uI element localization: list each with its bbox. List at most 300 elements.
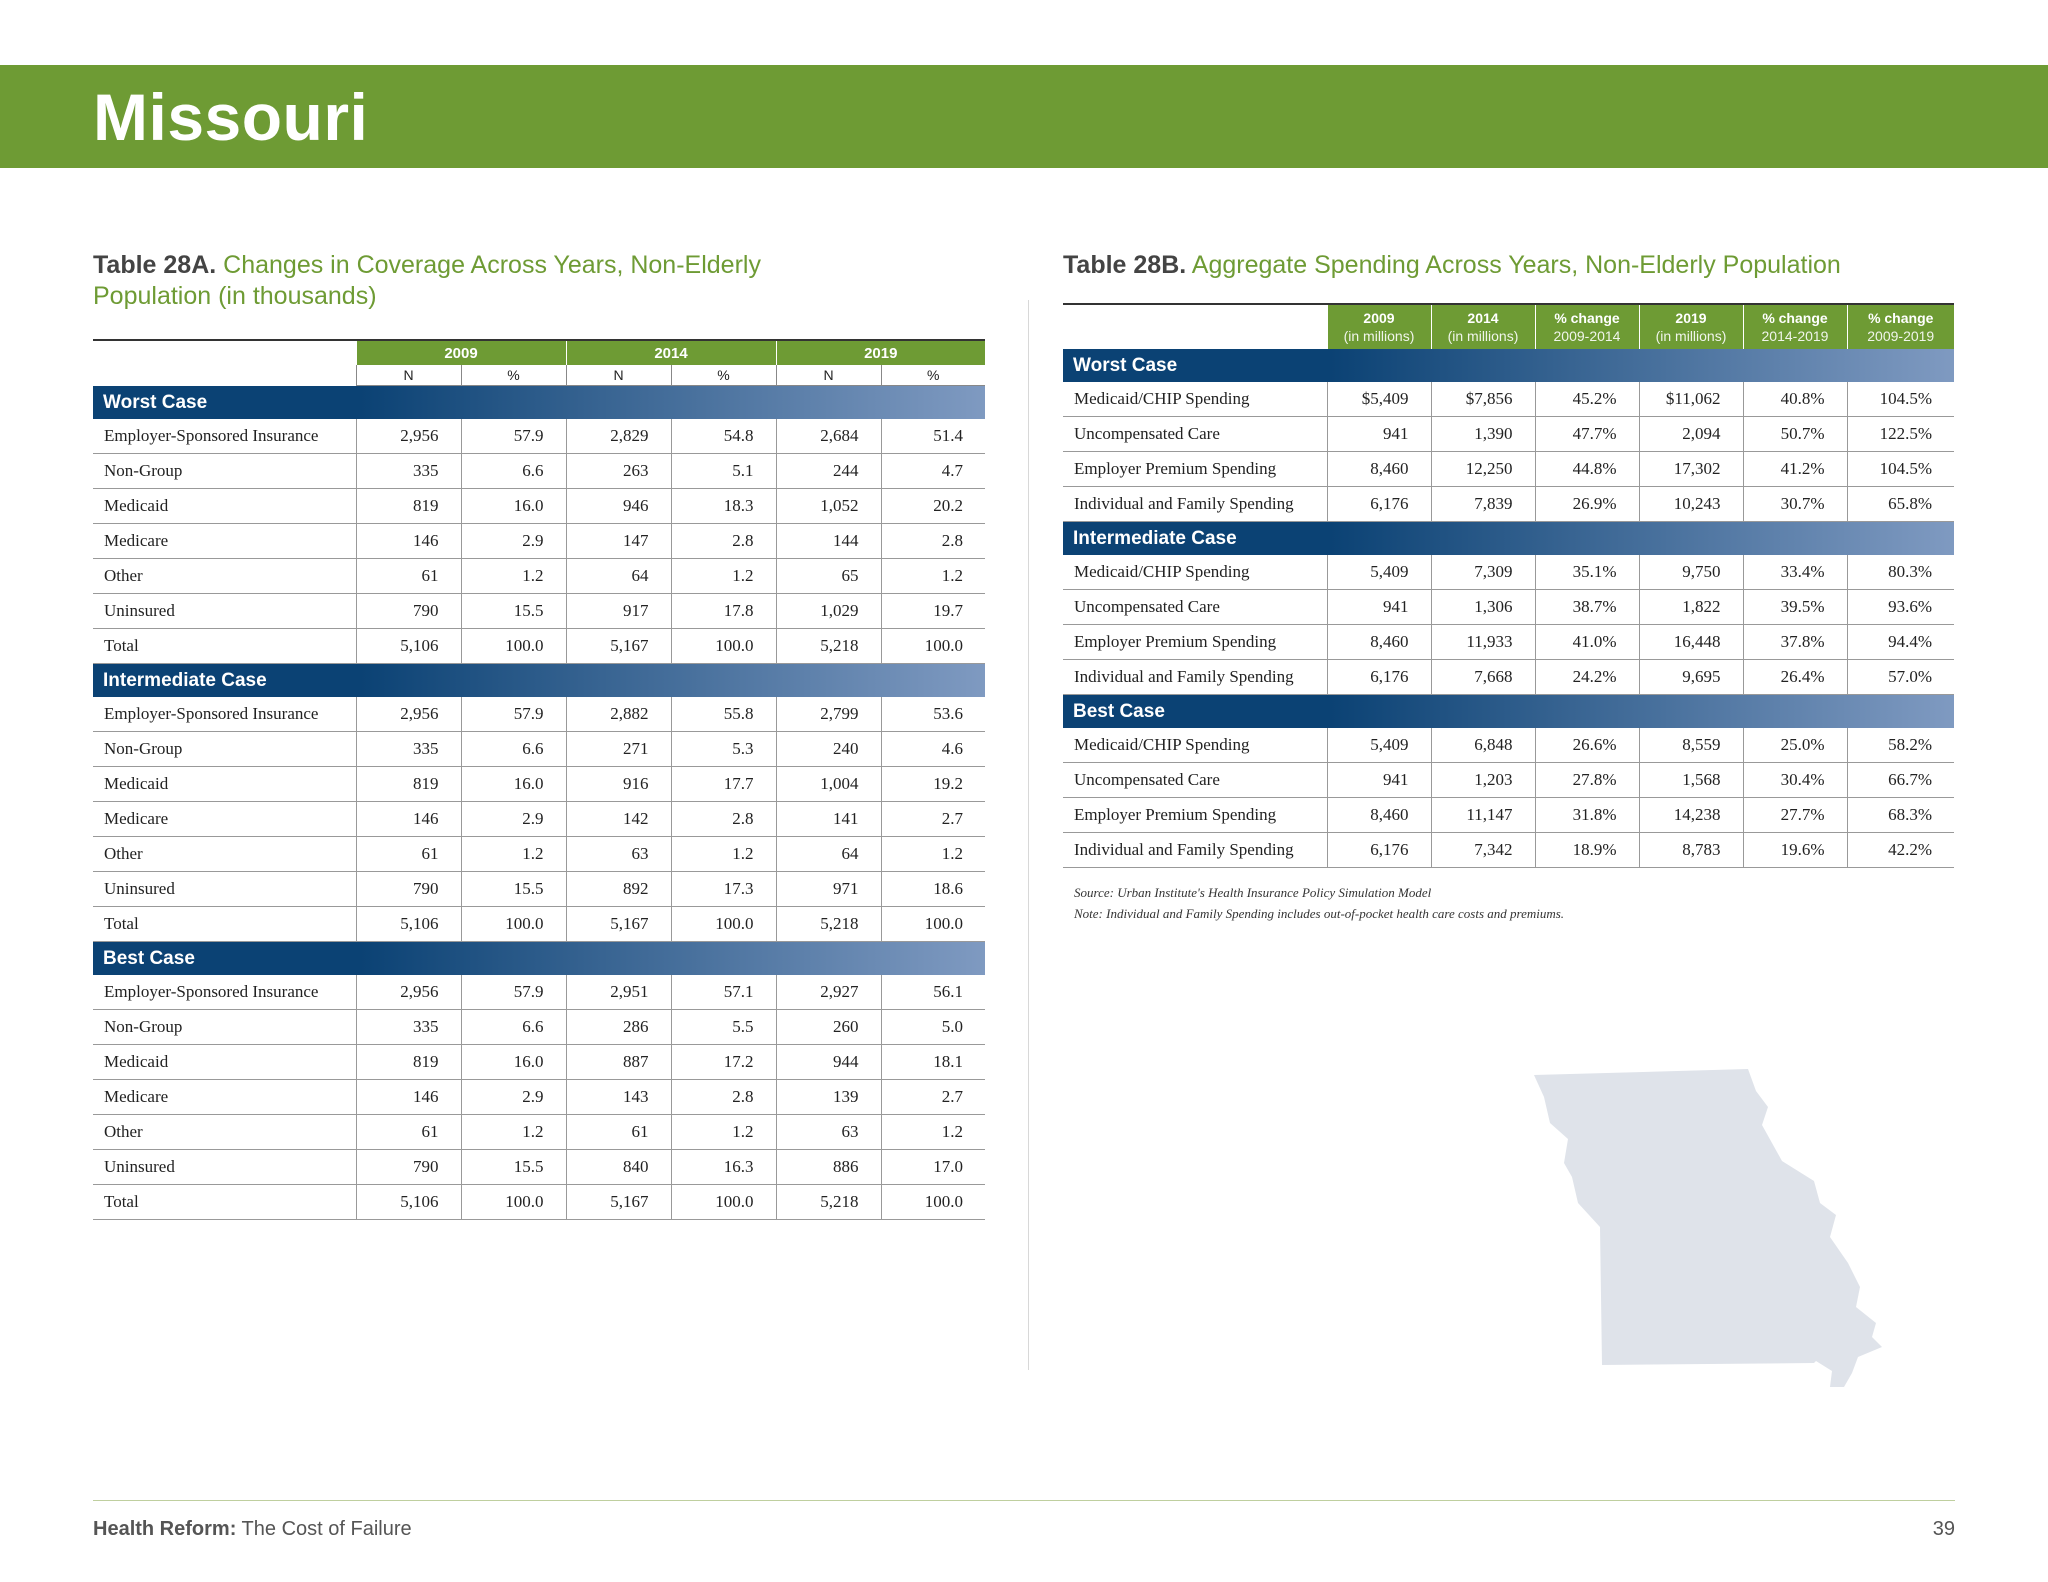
table-b-caption: Aggregate Spending Across Years, Non-Elderly Population xyxy=(1186,251,1841,279)
data-cell: 143 xyxy=(566,1080,671,1115)
table-row xyxy=(1063,660,1954,695)
row-label: Uninsured xyxy=(93,1150,356,1185)
data-cell: 40.8% xyxy=(1743,382,1847,417)
column-header-top: % change xyxy=(1762,310,1828,326)
data-cell: 5,409 xyxy=(1327,728,1431,763)
subheader-row xyxy=(93,365,985,386)
data-cell: 27.7% xyxy=(1743,798,1847,833)
data-cell: 61 xyxy=(356,559,461,594)
column-header-top: % change xyxy=(1868,310,1934,326)
column-header-bottom: 2009-2019 xyxy=(1867,328,1935,344)
data-cell: 100.0 xyxy=(671,907,776,942)
data-cell: 100.0 xyxy=(461,629,566,664)
table-row xyxy=(93,524,985,559)
data-cell: 53.6 xyxy=(881,697,985,732)
year-header-row xyxy=(93,341,985,365)
data-cell: 2,684 xyxy=(776,419,881,454)
data-cell: 5,218 xyxy=(776,629,881,664)
data-cell: 1,052 xyxy=(776,489,881,524)
data-cell: 6.6 xyxy=(461,1010,566,1045)
data-cell: 100.0 xyxy=(881,629,985,664)
subheader-cell: % xyxy=(461,365,566,386)
data-cell: 2,951 xyxy=(566,975,671,1010)
subheader-blank-cell xyxy=(93,365,356,386)
table-row xyxy=(93,489,985,524)
column-header xyxy=(1431,305,1535,349)
data-cell: 2.8 xyxy=(671,802,776,837)
data-cell: 5,409 xyxy=(1327,555,1431,590)
data-cell: 5,106 xyxy=(356,1185,461,1220)
row-label: Medicaid xyxy=(93,1045,356,1080)
table-row xyxy=(93,1150,985,1185)
subheader-cell: N xyxy=(776,365,881,386)
column-header-bottom: (in millions) xyxy=(1343,328,1415,344)
data-cell: 66.7% xyxy=(1847,763,1954,798)
row-label: Employer Premium Spending xyxy=(1063,625,1327,660)
data-cell: 6,176 xyxy=(1327,833,1431,868)
data-cell: 944 xyxy=(776,1045,881,1080)
table-row xyxy=(1063,590,1954,625)
data-cell: 886 xyxy=(776,1150,881,1185)
data-cell: 16.0 xyxy=(461,1045,566,1080)
row-label: Employer Premium Spending xyxy=(1063,798,1327,833)
table-row xyxy=(1063,382,1954,417)
data-cell: 790 xyxy=(356,594,461,629)
data-cell: 100.0 xyxy=(461,907,566,942)
year-header: 2009 xyxy=(356,341,566,365)
data-cell: 2.7 xyxy=(881,802,985,837)
data-cell: 35.1% xyxy=(1535,555,1639,590)
table-row xyxy=(93,732,985,767)
data-cell: 1.2 xyxy=(671,559,776,594)
row-label: Non-Group xyxy=(93,454,356,489)
data-cell: 941 xyxy=(1327,763,1431,798)
data-cell: 63 xyxy=(776,1115,881,1150)
data-cell: 1,306 xyxy=(1431,590,1535,625)
table-row xyxy=(93,872,985,907)
data-cell: 100.0 xyxy=(881,1185,985,1220)
table-row xyxy=(93,767,985,802)
data-cell: 55.8 xyxy=(671,697,776,732)
data-cell: 2.9 xyxy=(461,524,566,559)
data-cell: 18.6 xyxy=(881,872,985,907)
data-cell: 19.2 xyxy=(881,767,985,802)
header-blank-cell xyxy=(1063,305,1327,349)
row-label: Uninsured xyxy=(93,594,356,629)
data-cell: 5.3 xyxy=(671,732,776,767)
column-header xyxy=(1743,305,1847,349)
data-cell: 14,238 xyxy=(1639,798,1743,833)
data-cell: 17.0 xyxy=(881,1150,985,1185)
row-label: Employer-Sponsored Insurance xyxy=(93,697,356,732)
row-label: Total xyxy=(93,1185,356,1220)
table-row xyxy=(1063,763,1954,798)
section-title: Best Case xyxy=(1063,695,1954,729)
section-header-row xyxy=(93,942,985,976)
section-title: Worst Case xyxy=(1063,349,1954,382)
data-cell: 17.3 xyxy=(671,872,776,907)
data-cell: 47.7% xyxy=(1535,417,1639,452)
data-cell: 147 xyxy=(566,524,671,559)
data-cell: 5,218 xyxy=(776,907,881,942)
column-header xyxy=(1847,305,1954,349)
section-header-row xyxy=(93,664,985,698)
data-cell: 2.8 xyxy=(671,524,776,559)
data-cell: 946 xyxy=(566,489,671,524)
table-a-title xyxy=(93,250,853,312)
data-cell: 1,203 xyxy=(1431,763,1535,798)
data-cell: 8,460 xyxy=(1327,625,1431,660)
section-header-row xyxy=(93,386,985,420)
data-cell: 6,176 xyxy=(1327,487,1431,522)
data-cell: 1.2 xyxy=(881,559,985,594)
data-cell: 64 xyxy=(776,837,881,872)
coverage-table xyxy=(93,341,985,1220)
data-cell: 39.5% xyxy=(1743,590,1847,625)
table-row xyxy=(93,1115,985,1150)
subheader-cell: % xyxy=(671,365,776,386)
data-cell: 100.0 xyxy=(461,1185,566,1220)
data-cell: 94.4% xyxy=(1847,625,1954,660)
data-cell: 38.7% xyxy=(1535,590,1639,625)
data-cell: 8,460 xyxy=(1327,452,1431,487)
year-header: 2019 xyxy=(776,341,985,365)
source-note: Source: Urban Institute's Health Insurance Policy Simulation Model xyxy=(1074,885,1432,900)
subheader-cell: N xyxy=(566,365,671,386)
row-label: Uncompensated Care xyxy=(1063,763,1327,798)
row-label: Individual and Family Spending xyxy=(1063,833,1327,868)
data-cell: 971 xyxy=(776,872,881,907)
data-cell: 9,750 xyxy=(1639,555,1743,590)
row-label: Other xyxy=(93,559,356,594)
data-cell: 45.2% xyxy=(1535,382,1639,417)
table-row xyxy=(1063,555,1954,590)
data-cell: 6,176 xyxy=(1327,660,1431,695)
data-cell: 61 xyxy=(356,837,461,872)
state-banner xyxy=(0,65,2048,168)
table-row xyxy=(93,697,985,732)
data-cell: 263 xyxy=(566,454,671,489)
table-row xyxy=(1063,728,1954,763)
data-cell: 2,799 xyxy=(776,697,881,732)
data-cell: 8,460 xyxy=(1327,798,1431,833)
data-cell: 6.6 xyxy=(461,454,566,489)
row-label: Total xyxy=(93,907,356,942)
data-cell: 790 xyxy=(356,1150,461,1185)
row-label: Medicaid xyxy=(93,489,356,524)
row-label: Other xyxy=(93,837,356,872)
data-cell: 57.9 xyxy=(461,697,566,732)
data-cell: 25.0% xyxy=(1743,728,1847,763)
column-header-row xyxy=(1063,305,1954,349)
row-label: Employer-Sponsored Insurance xyxy=(93,419,356,454)
data-cell: 941 xyxy=(1327,417,1431,452)
data-cell: 10,243 xyxy=(1639,487,1743,522)
row-label: Medicare xyxy=(93,802,356,837)
data-cell: 31.8% xyxy=(1535,798,1639,833)
section-header-row xyxy=(1063,695,1954,729)
data-cell: 18.1 xyxy=(881,1045,985,1080)
data-cell: 100.0 xyxy=(881,907,985,942)
data-cell: 8,783 xyxy=(1639,833,1743,868)
data-cell: 1,568 xyxy=(1639,763,1743,798)
row-label: Uninsured xyxy=(93,872,356,907)
data-cell: 63 xyxy=(566,837,671,872)
data-cell: 18.9% xyxy=(1535,833,1639,868)
data-cell: 11,933 xyxy=(1431,625,1535,660)
data-cell: 2.8 xyxy=(671,1080,776,1115)
missouri-map-icon xyxy=(1530,1065,1910,1395)
data-cell: $11,062 xyxy=(1639,382,1743,417)
data-cell: 5.5 xyxy=(671,1010,776,1045)
table-a-label: Table 28A. xyxy=(93,251,217,279)
row-label: Uncompensated Care xyxy=(1063,590,1327,625)
data-cell: 15.5 xyxy=(461,872,566,907)
data-cell: 57.9 xyxy=(461,975,566,1010)
column-divider xyxy=(1028,300,1029,1370)
row-label: Medicare xyxy=(93,524,356,559)
table-row xyxy=(93,559,985,594)
row-label: Total xyxy=(93,629,356,664)
data-cell: 2,956 xyxy=(356,697,461,732)
data-cell: 65 xyxy=(776,559,881,594)
section-header-row xyxy=(1063,522,1954,556)
column-header xyxy=(1327,305,1431,349)
data-cell: 244 xyxy=(776,454,881,489)
data-cell: 80.3% xyxy=(1847,555,1954,590)
column-header-bottom: 2014-2019 xyxy=(1761,328,1829,344)
data-cell: 37.8% xyxy=(1743,625,1847,660)
data-cell: 7,342 xyxy=(1431,833,1535,868)
data-cell: 93.6% xyxy=(1847,590,1954,625)
data-cell: 26.4% xyxy=(1743,660,1847,695)
data-cell: 146 xyxy=(356,802,461,837)
year-header: 2014 xyxy=(566,341,776,365)
data-cell: 19.7 xyxy=(881,594,985,629)
data-cell: 12,250 xyxy=(1431,452,1535,487)
data-cell: 100.0 xyxy=(671,1185,776,1220)
data-cell: 9,695 xyxy=(1639,660,1743,695)
data-cell: 5.1 xyxy=(671,454,776,489)
row-label: Individual and Family Spending xyxy=(1063,660,1327,695)
data-cell: 2,882 xyxy=(566,697,671,732)
data-cell: 2.9 xyxy=(461,1080,566,1115)
data-cell: 5,106 xyxy=(356,907,461,942)
data-cell: 840 xyxy=(566,1150,671,1185)
data-cell: 42.2% xyxy=(1847,833,1954,868)
column-header-top: 2009 xyxy=(1363,310,1395,326)
data-cell: 2.9 xyxy=(461,802,566,837)
data-cell: 916 xyxy=(566,767,671,802)
table-row xyxy=(1063,625,1954,660)
data-cell: 5.0 xyxy=(881,1010,985,1045)
row-label: Individual and Family Spending xyxy=(1063,487,1327,522)
data-cell: 20.2 xyxy=(881,489,985,524)
page-number: 39 xyxy=(1932,1518,1955,1540)
row-label: Uncompensated Care xyxy=(1063,417,1327,452)
data-cell: 146 xyxy=(356,524,461,559)
data-cell: 58.2% xyxy=(1847,728,1954,763)
column-header-top: 2019 xyxy=(1675,310,1707,326)
data-cell: 5,106 xyxy=(356,629,461,664)
data-cell: 5,167 xyxy=(566,1185,671,1220)
data-cell: 141 xyxy=(776,802,881,837)
data-cell: 887 xyxy=(566,1045,671,1080)
table-row xyxy=(93,1010,985,1045)
data-cell: 122.5% xyxy=(1847,417,1954,452)
data-cell: 8,559 xyxy=(1639,728,1743,763)
footnote: Note: Individual and Family Spending includes out-of-pocket health care costs and premiums. xyxy=(1074,906,1565,921)
table-row xyxy=(1063,833,1954,868)
data-cell: 17.8 xyxy=(671,594,776,629)
data-cell: 892 xyxy=(566,872,671,907)
data-cell: 2.8 xyxy=(881,524,985,559)
data-cell: 5,167 xyxy=(566,629,671,664)
table-row xyxy=(93,837,985,872)
data-cell: 57.9 xyxy=(461,419,566,454)
data-cell: 1,822 xyxy=(1639,590,1743,625)
data-cell: 146 xyxy=(356,1080,461,1115)
data-cell: 17,302 xyxy=(1639,452,1743,487)
data-cell: 819 xyxy=(356,489,461,524)
data-cell: 56.1 xyxy=(881,975,985,1010)
data-cell: 1.2 xyxy=(671,1115,776,1150)
data-cell: 240 xyxy=(776,732,881,767)
data-cell: 104.5% xyxy=(1847,452,1954,487)
data-cell: 1.2 xyxy=(461,559,566,594)
data-cell: 65.8% xyxy=(1847,487,1954,522)
column-header-top: 2014 xyxy=(1467,310,1499,326)
data-cell: 26.9% xyxy=(1535,487,1639,522)
data-cell: 7,839 xyxy=(1431,487,1535,522)
data-cell: 6,848 xyxy=(1431,728,1535,763)
data-cell: 335 xyxy=(356,732,461,767)
data-cell: 54.8 xyxy=(671,419,776,454)
spending-table xyxy=(1063,305,1954,868)
data-cell: 15.5 xyxy=(461,1150,566,1185)
table-row xyxy=(93,1080,985,1115)
table-row xyxy=(1063,452,1954,487)
row-label: Medicaid/CHIP Spending xyxy=(1063,382,1327,417)
column-header-bottom: (in millions) xyxy=(1447,328,1519,344)
data-cell: 139 xyxy=(776,1080,881,1115)
row-label: Other xyxy=(93,1115,356,1150)
data-cell: 50.7% xyxy=(1743,417,1847,452)
data-cell: 33.4% xyxy=(1743,555,1847,590)
table-row xyxy=(1063,417,1954,452)
row-label: Medicare xyxy=(93,1080,356,1115)
data-cell: 41.2% xyxy=(1743,452,1847,487)
data-cell: $7,856 xyxy=(1431,382,1535,417)
footer-rule xyxy=(93,1500,1955,1501)
data-cell: 335 xyxy=(356,1010,461,1045)
data-cell: 64 xyxy=(566,559,671,594)
data-cell: 2,829 xyxy=(566,419,671,454)
subheader-cell: % xyxy=(881,365,985,386)
section-title: Intermediate Case xyxy=(1063,522,1954,556)
data-cell: 15.5 xyxy=(461,594,566,629)
data-cell: 5,167 xyxy=(566,907,671,942)
data-cell: 61 xyxy=(356,1115,461,1150)
column-header-bottom: 2009-2014 xyxy=(1553,328,1621,344)
data-cell: 790 xyxy=(356,872,461,907)
data-cell: 2,094 xyxy=(1639,417,1743,452)
table-b-notes xyxy=(1074,882,1564,924)
data-cell: 30.7% xyxy=(1743,487,1847,522)
data-cell: 1,004 xyxy=(776,767,881,802)
data-cell: 144 xyxy=(776,524,881,559)
data-cell: $5,409 xyxy=(1327,382,1431,417)
table-row xyxy=(93,629,985,664)
table-row xyxy=(93,1045,985,1080)
data-cell: 917 xyxy=(566,594,671,629)
data-cell: 2,956 xyxy=(356,419,461,454)
row-label: Medicaid/CHIP Spending xyxy=(1063,728,1327,763)
data-cell: 1.2 xyxy=(461,837,566,872)
data-cell: 4.7 xyxy=(881,454,985,489)
data-cell: 1.2 xyxy=(881,1115,985,1150)
table-row xyxy=(93,594,985,629)
data-cell: 819 xyxy=(356,1045,461,1080)
data-cell: 30.4% xyxy=(1743,763,1847,798)
row-label: Non-Group xyxy=(93,732,356,767)
data-cell: 17.7 xyxy=(671,767,776,802)
data-cell: 41.0% xyxy=(1535,625,1639,660)
data-cell: 104.5% xyxy=(1847,382,1954,417)
column-header xyxy=(1535,305,1639,349)
data-cell: 7,309 xyxy=(1431,555,1535,590)
data-cell: 5,218 xyxy=(776,1185,881,1220)
data-cell: 7,668 xyxy=(1431,660,1535,695)
row-label: Non-Group xyxy=(93,1010,356,1045)
data-cell: 1,390 xyxy=(1431,417,1535,452)
table-b-title xyxy=(1063,250,1963,281)
data-cell: 16.3 xyxy=(671,1150,776,1185)
section-title: Intermediate Case xyxy=(93,664,985,698)
footer-bold: Health Reform: xyxy=(93,1518,237,1540)
footer-title xyxy=(93,1518,412,1541)
row-label: Employer-Sponsored Insurance xyxy=(93,975,356,1010)
page-title: Missouri xyxy=(93,80,369,154)
data-cell: 2.7 xyxy=(881,1080,985,1115)
section-header-row xyxy=(1063,349,1954,382)
data-cell: 57.1 xyxy=(671,975,776,1010)
header-blank-cell xyxy=(93,341,356,365)
row-label: Medicaid/CHIP Spending xyxy=(1063,555,1327,590)
table-row xyxy=(1063,487,1954,522)
table-row xyxy=(93,419,985,454)
data-cell: 26.6% xyxy=(1535,728,1639,763)
section-title: Best Case xyxy=(93,942,985,976)
data-cell: 941 xyxy=(1327,590,1431,625)
table-row xyxy=(93,454,985,489)
data-cell: 6.6 xyxy=(461,732,566,767)
data-cell: 24.2% xyxy=(1535,660,1639,695)
table-row xyxy=(1063,798,1954,833)
table-row xyxy=(93,975,985,1010)
data-cell: 100.0 xyxy=(671,629,776,664)
data-cell: 68.3% xyxy=(1847,798,1954,833)
subheader-cell: N xyxy=(356,365,461,386)
data-cell: 18.3 xyxy=(671,489,776,524)
data-cell: 819 xyxy=(356,767,461,802)
data-cell: 271 xyxy=(566,732,671,767)
section-title: Worst Case xyxy=(93,386,985,420)
data-cell: 16,448 xyxy=(1639,625,1743,660)
row-label: Employer Premium Spending xyxy=(1063,452,1327,487)
row-label: Medicaid xyxy=(93,767,356,802)
table-row xyxy=(93,1185,985,1220)
